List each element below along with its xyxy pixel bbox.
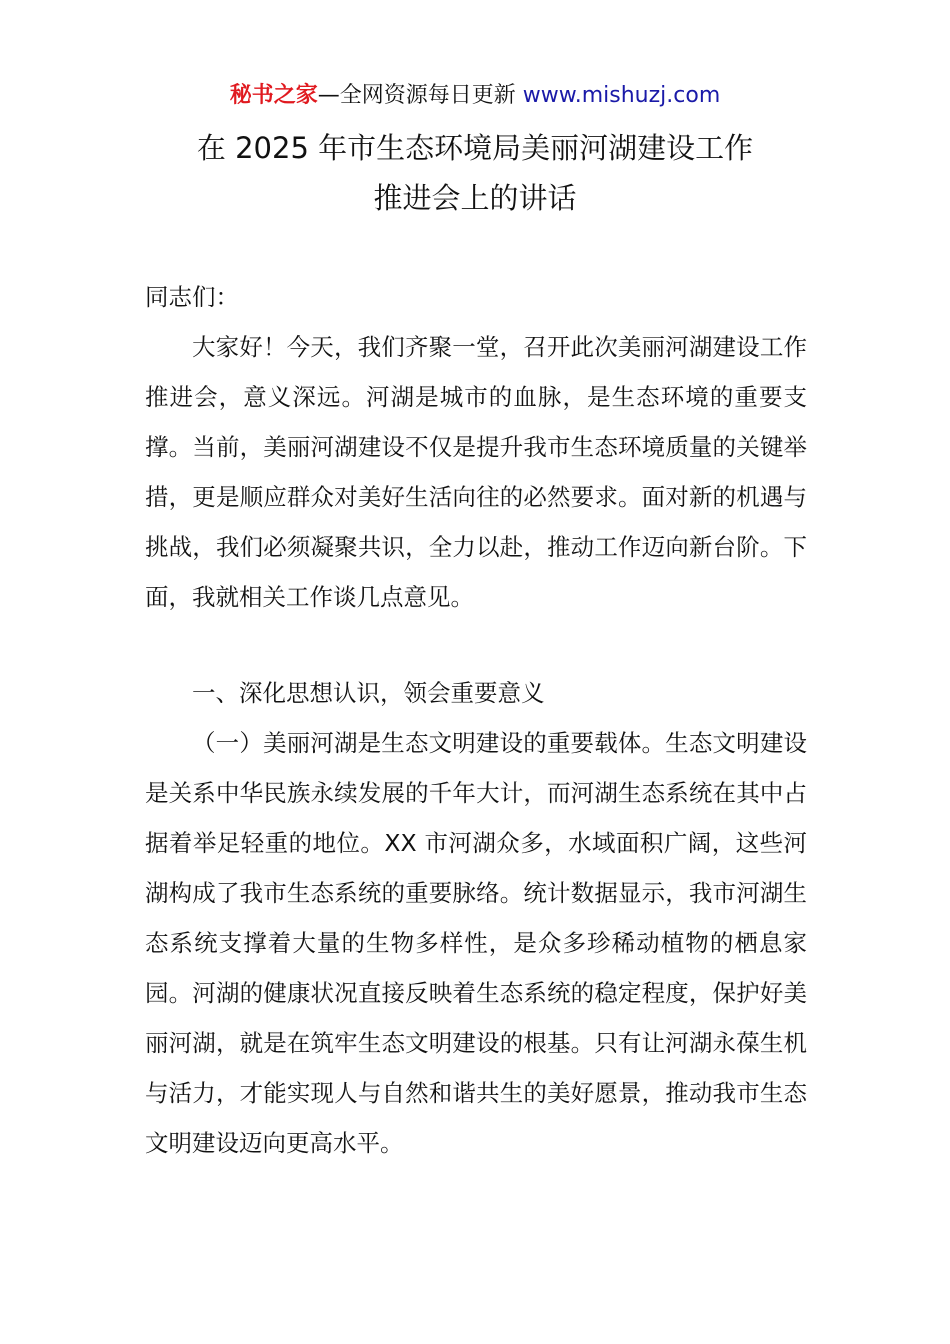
document-title-line-1: 在 2025 年市生态环境局美丽河湖建设工作 [196, 131, 754, 165]
brand-name: 秘书之家 [229, 83, 318, 108]
header-tagline: —全网资源每日更新 [317, 83, 516, 108]
paragraph-text: （一）美丽河湖是生态文明建设的重要载体。生态文明建设是关系中华民族永续发展的千年大计，而河湖生态系统在其中占据着举足轻重的地位。XX 市河湖众多，水域面积广阔，这些河湖构成了我市生态系统的重要脉络。统计数据显示，我市河湖生态系统支撑着大量的生物多样性，是众多珍稀动植物的栖息家园。河湖的健康状况直接反映着生态系统的稳定程度，保护好美丽河湖，就是在筑牢生态文明建设的根基。只有让河湖永葆生机与活力，才能实现人与自然和谐共生的美好愿景，推动我市生态文明建设迈向更高水平。 [145, 729, 807, 1157]
greeting: 同志们： [145, 283, 239, 311]
section-heading-1: 一、深化思想认识，领会重要意义 [192, 679, 545, 707]
site-header [0, 80, 950, 112]
paragraph-intro [145, 322, 807, 622]
site-url-link[interactable]: www.mishuzj.com [522, 83, 721, 108]
document-title-line-2: 推进会上的讲话 [373, 181, 577, 215]
paragraph-section-1-1 [145, 718, 807, 1168]
paragraph-text: 大家好！今天，我们齐聚一堂，召开此次美丽河湖建设工作推进会，意义深远。河湖是城市的血脉，是生态环境的重要支撑。当前，美丽河湖建设不仅是提升我市生态环境质量的关键举措，更是顺应群众对美好生活向往的必然要求。面对新的机遇与挑战，我们必须凝聚共识，全力以赴，推动工作迈向新台阶。下面，我就相关工作谈几点意见。 [145, 333, 807, 611]
